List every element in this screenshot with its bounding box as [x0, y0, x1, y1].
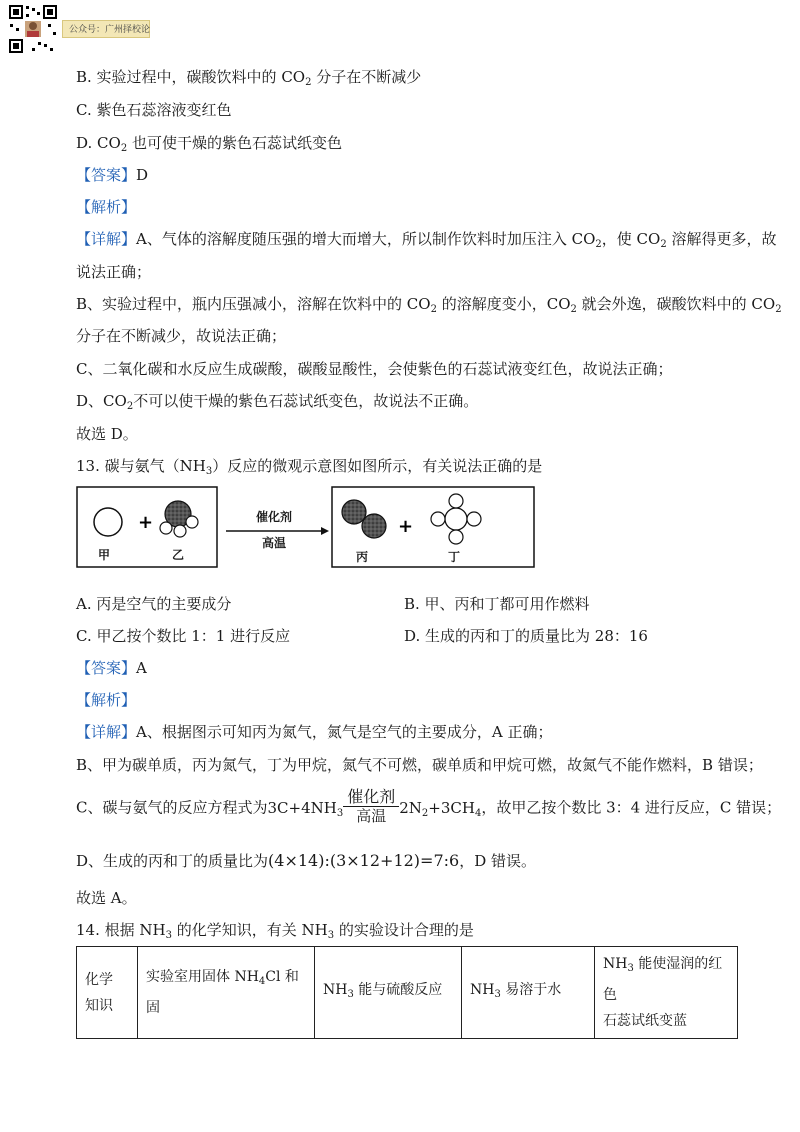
q13-conclusion: 故选 A。	[76, 889, 137, 907]
q13-stem: 13. 碳与氨气$(NH_3)$反应的微观示意图如图所示，有关说法正确的是	[76, 457, 543, 477]
label-yi: 乙	[172, 548, 185, 562]
q12-analysis-tag: 【解析】	[76, 198, 137, 216]
q12-option-d: D. $CO_2$ 也可使干燥的紫色石蕊试纸变色	[76, 134, 342, 154]
equation: $3C+4NH_3$ $\frac{\text{催化剂}}{\text{高温}}$ $2N_2+3CH_4$	[267, 787, 482, 825]
label-ding: 丁	[448, 550, 461, 564]
q13-detail-a: 【详解】A、根据图示可知丙为氮气，氮气是空气的主要成分，A 正确；	[76, 723, 553, 741]
table-cell: $NH_3$ 易溶于水	[462, 947, 595, 1039]
label-high-temp: 高温	[262, 536, 287, 550]
reaction-diagram	[76, 486, 536, 568]
svg-text:+: +	[398, 516, 414, 537]
ammonia-molecule-yi	[160, 501, 198, 537]
methane-molecule-ding	[431, 494, 481, 544]
label-jia: 甲	[98, 548, 111, 562]
q13-detail-b: B、甲为碳单质，丙为氮气，丁为甲烷，氮气不可燃，碳单质和甲烷可燃，故氮气不能作燃料，B 错误；	[76, 756, 763, 774]
carbon-atom-jia	[94, 508, 122, 536]
q12-option-c: C. 紫色石蕊溶液变红色	[76, 101, 232, 119]
qr-code	[8, 4, 58, 54]
label-bing: 丙	[356, 550, 369, 564]
table-cell: 实验室用固体 $NH_4Cl$ 和 固	[138, 947, 315, 1039]
q13-option-b: B. 甲、丙和丁都可用作燃料	[404, 595, 590, 613]
q13-option-d: D. 生成的丙和丁的质量比为 28：16	[404, 627, 648, 645]
q12-detail-d: D、$CO_2$不可以使干燥的紫色石蕊试纸变色，故说法不正确。	[76, 392, 479, 412]
nitrogen-molecule-bing	[342, 500, 386, 538]
table-cell: $NH_3$ 能使湿润的红色 石蕊试纸变蓝	[595, 947, 738, 1039]
q13-detail-d: D、生成的丙和丁的质量比为(4×14):(3×12+12)=7:6，D 错误。	[76, 851, 536, 870]
q13-analysis-tag: 【解析】	[76, 691, 137, 709]
q12-option-b: B. 实验过程中，碳酸饮料中的 $CO_2$ 分子在不断减少	[76, 68, 422, 88]
table-row	[77, 947, 738, 1039]
q12-answer: 【答案】D	[76, 166, 149, 184]
label-catalyst: 催化剂	[256, 510, 293, 524]
watermark-label: 公众号：广州择校论	[62, 20, 150, 38]
q14-knowledge-table	[76, 946, 738, 1039]
q13-answer: 【答案】A	[76, 659, 147, 677]
q13-option-a: A. 丙是空气的主要成分	[76, 595, 232, 613]
q12-detail-a-line2: 说法正确；	[76, 263, 152, 281]
q13-detail-c: C、碳与氨气的反应方程式为$3C+4NH_3$ $\frac{\text{催化剂}}{\text{高温}}$ $2N_2+3CH_4$，故甲乙按个数比 3：4 进行反应，C 错误；	[76, 787, 782, 825]
table-header-cell: 化学 知识	[77, 947, 138, 1039]
q12-detail-a-line1: 【详解】A、气体的溶解度随压强的增大而增大，所以制作饮料时加压注入 $CO_2$，使 $CO_2$ 溶解得更多，故	[76, 230, 777, 250]
svg-text:+: +	[138, 512, 154, 533]
q12-detail-c: C、二氧化碳和水反应生成碳酸，碳酸显酸性，会使紫色的石蕊试液变红色，故说法正确；	[76, 360, 673, 378]
q12-detail-b-line1: B、实验过程中，瓶内压强减小，溶解在饮料中的 $CO_2$ 的溶解度变小，$CO_2$ 就会外逸，碳酸饮料中的 $CO_2$	[76, 295, 782, 315]
q12-conclusion: 故选 D。	[76, 425, 138, 443]
q13-option-c: C. 甲乙按个数比 1：1 进行反应	[76, 627, 291, 645]
table-cell: $NH_3$ 能与硫酸反应	[315, 947, 462, 1039]
q14-stem: 14. 根据 $NH_3$ 的化学知识，有关 $NH_3$ 的实验设计合理的是	[76, 921, 474, 941]
q12-detail-b-line2: 分子在不断减少，故说法正确；	[76, 327, 287, 345]
